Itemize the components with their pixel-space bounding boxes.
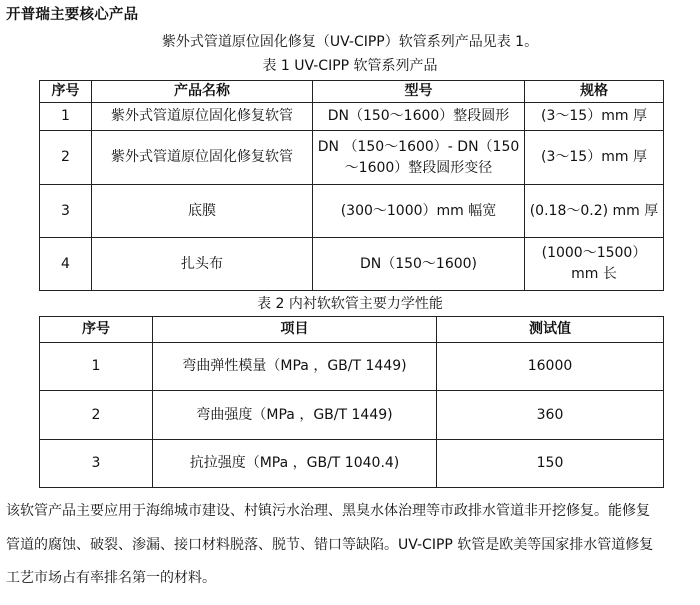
table-cell: DN（150～1600) [313,238,525,291]
header-cell: 产品名称 [92,81,313,103]
header-cell: 测试值 [437,317,664,343]
table-cell: 底膜 [92,185,313,238]
table-cell: 3 [40,440,153,488]
table-cell: (0.18～0.2) mm 厚 [525,185,664,238]
table-cell: 16000 [437,343,664,391]
table-cell: 4 [40,238,92,291]
table-cell: 弯曲弹性模量（MPa ，GB/T 1449) [153,343,437,391]
table1-caption: 表 1 UV-CIPP 软管系列产品 [262,58,438,74]
header-cell: 项目 [153,317,437,343]
mechanical-properties-table [39,316,664,488]
page-heading: 开普瑞主要核心产品 [6,7,139,23]
header-cell: 序号 [40,317,153,343]
paragraph-line: 管道的腐蚀、破裂、渗漏、接口材料脱落、脱节、错口等缺陷。UV-CIPP 软管是欧美等国家排水管道修复 [6,536,654,553]
table-row [40,131,664,185]
table-cell: 360 [437,391,664,440]
table-cell: 3 [40,185,92,238]
table-cell: 1 [40,103,92,131]
table-cell: 抗拉强度（MPa ，GB/T 1040.4) [153,440,437,488]
table-row [40,440,664,488]
header-cell: 序号 [40,81,92,103]
table-cell: 弯曲强度（MPa ，GB/T 1449) [153,391,437,440]
table-cell: 1 [40,343,153,391]
table-header-row [40,81,664,103]
table-row [40,238,664,291]
table-row [40,343,664,391]
table-cell: (3～15）mm 厚 [525,131,664,185]
table-cell: (3～15）mm 厚 [525,103,664,131]
description-paragraph [6,495,700,596]
table2-caption: 表 2 内衬软软管主要力学性能 [257,296,443,312]
table-cell: (1000～1500）mm 长 [525,238,664,291]
table-row [40,103,664,131]
table-cell: 紫外式管道原位固化修复软管 [92,131,313,185]
table-row [40,391,664,440]
table-cell: 紫外式管道原位固化修复软管 [92,103,313,131]
table-row [40,185,664,238]
header-cell: 型号 [313,81,525,103]
table-header-row [40,317,664,343]
table-cell: DN（150～1600）整段圆形 [313,103,525,131]
table-cell: 扎头布 [92,238,313,291]
table-cell: (300～1000）mm 幅宽 [313,185,525,238]
paragraph-line: 该软管产品主要应用于海绵城市建设、村镇污水治理、黑臭水体治理等市政排水管道非开挖修复。能修复 [6,503,650,519]
product-table [39,80,664,291]
table-cell: DN （150～1600）- DN（150～1600）整段圆形变径 [313,131,525,185]
table-cell: 2 [40,391,153,440]
table-cell: 2 [40,131,92,185]
intro-text: 紫外式管道原位固化修复（UV-CIPP）软管系列产品见表 1。 [161,34,539,50]
paragraph-line: 工艺市场占有率排名第一的材料。 [6,570,216,586]
table-cell: 150 [437,440,664,488]
header-cell: 规格 [525,81,664,103]
